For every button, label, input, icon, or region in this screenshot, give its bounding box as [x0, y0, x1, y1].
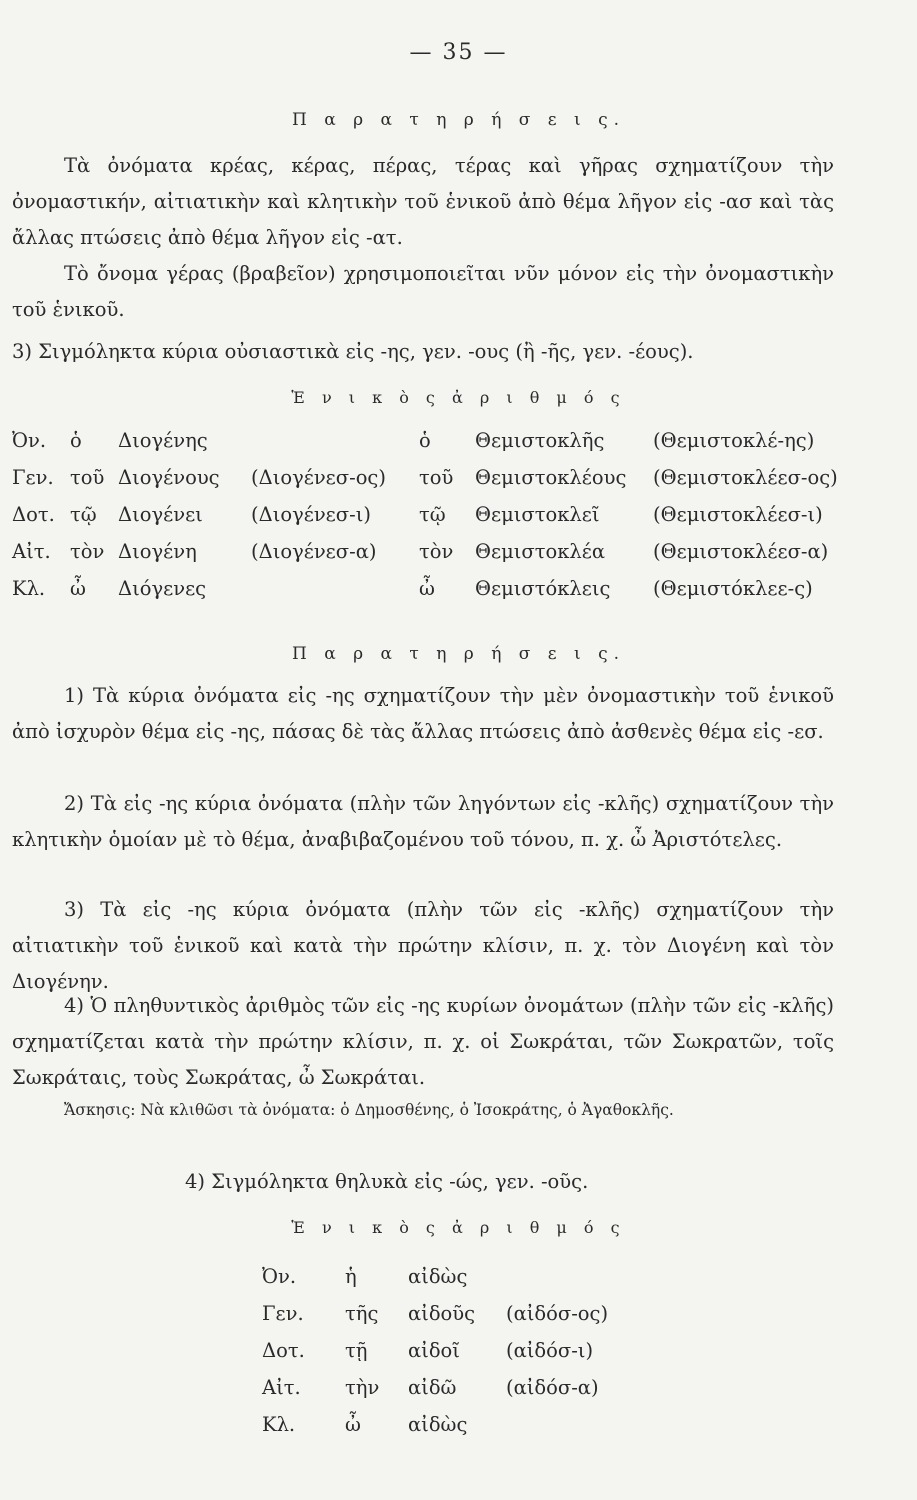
- table-row: [262, 1332, 644, 1369]
- singular-heading-2: Ἑ ν ι κ ὸ ς ἀ ρ ι θ μ ό ς: [291, 1218, 626, 1237]
- table-cell: τοῦ: [70, 466, 105, 489]
- table-cell: αἰδοῦς: [408, 1302, 476, 1325]
- table-cell: Θεμιστοκλέους: [475, 466, 627, 489]
- table-cell: τὸν: [70, 540, 105, 563]
- observation-4: 4) Ὁ πληθυντικὸς ἀριθμὸς τῶν εἰς -ης κυρίων ὀνομάτων (πλὴν τῶν εἰς -κλῆς) σχηματίζεται κατὰ τὴν πρώτην κλίσιν, π. χ. οἱ Σωκράται, τῶν Σωκρατῶν, τοῖς Σωκράταις, τοὺς Σωκράτας, ὦ Σωκράται.: [12, 994, 834, 1089]
- table-cell: αἰδοῖ: [408, 1339, 460, 1362]
- table-cell: Δοτ.: [262, 1339, 305, 1362]
- table-cell: Θεμιστόκλεις: [475, 577, 611, 600]
- observations-heading-2: Π α ρ α τ η ρ ή σ ε ι ς.: [292, 644, 625, 664]
- table-cell: Ὀν.: [12, 429, 47, 452]
- table-cell: Αἰτ.: [12, 540, 51, 563]
- observation-2: 2) Τὰ εἰς -ης κύρια ὀνόματα (πλὴν τῶν ληγόντων εἰς -κλῆς) σχηματίζουν τὴν κλητικὴν ὁμοίαν μὲ τὸ θέμα, ἀναβιβαζομένου τοῦ τόνου, π. χ. ὦ Ἀριστότελες.: [12, 792, 834, 851]
- table-cell: (Θεμιστοκλέ-ης): [653, 429, 815, 452]
- table-cell: [251, 422, 419, 459]
- table-cell: ὁ: [419, 429, 431, 452]
- table-cell: αἰδῶ: [408, 1376, 457, 1399]
- table-cell: τῆς: [345, 1302, 379, 1325]
- table-row: [262, 1295, 644, 1332]
- table-cell: (Διογένεσ-ος): [251, 466, 386, 489]
- table-row: [12, 533, 861, 570]
- table-cell: Θεμιστοκλέα: [475, 540, 606, 563]
- table-cell: ὦ: [345, 1413, 361, 1436]
- table-cell: ὁ: [70, 429, 82, 452]
- table-cell: (Θεμιστοκλέεσ-ι): [653, 503, 823, 526]
- table-cell: Ὀν.: [262, 1265, 297, 1288]
- table-cell: Κλ.: [12, 577, 46, 600]
- table-cell: αἰδὼς: [408, 1265, 468, 1288]
- table-cell: (Θεμιστοκλέεσ-α): [653, 540, 829, 563]
- table-cell: (αἰδόσ-ος): [506, 1302, 609, 1325]
- declension-table-aidos: [262, 1258, 644, 1443]
- page-number: — 35 —: [409, 40, 508, 65]
- declension-table-diogenes: [12, 422, 861, 607]
- table-row: [12, 459, 861, 496]
- table-cell: Γεν.: [262, 1302, 304, 1325]
- table-cell: [506, 1406, 644, 1443]
- table-cell: Θεμιστοκλῆς: [475, 429, 605, 452]
- table-cell: ὦ: [419, 577, 435, 600]
- table-cell: (Διογένεσ-α): [251, 540, 377, 563]
- table-row: [12, 570, 861, 607]
- table-cell: Διογένους: [118, 466, 220, 489]
- table-cell: Κλ.: [262, 1413, 296, 1436]
- table-cell: [506, 1258, 644, 1295]
- table-cell: τοῦ: [419, 466, 454, 489]
- observations-heading: Π α ρ α τ η ρ ή σ ε ι ς.: [292, 110, 625, 130]
- table-cell: τῷ: [419, 503, 446, 526]
- table-cell: Διογένει: [118, 503, 203, 526]
- table-cell: Διόγενες: [118, 577, 207, 600]
- observation-3: 3) Τὰ εἰς -ης κύρια ὀνόματα (πλὴν τῶν εἰς -κλῆς) σχηματίζουν τὴν αἰτιατικὴν τοῦ ἑνικοῦ καὶ κατὰ τὴν πρώτην κλίσιν, π. χ. τὸν Διογένη καὶ τὸν Διογένην.: [12, 898, 834, 993]
- exercise-text: Ἄσκησις: Νὰ κλιθῶσι τὰ ὀνόματα: ὁ Δημοσθένης, ὁ Ἰσοκράτης, ὁ Ἀγαθοκλῆς.: [64, 1101, 674, 1119]
- singular-heading: Ἑ ν ι κ ὸ ς ἀ ρ ι θ μ ό ς: [291, 388, 626, 407]
- table-cell: (αἰδόσ-ι): [506, 1339, 594, 1362]
- table-row: [12, 422, 861, 459]
- section-3-title: 3) Σιγμόληκτα κύρια οὐσιαστικὰ εἰς -ης, γεν. -ους (ἢ -ῆς, γεν. -έους).: [12, 340, 694, 363]
- table-cell: (Θεμιστοκλέεσ-ος): [653, 466, 838, 489]
- table-cell: Διογένη: [118, 540, 197, 563]
- section-4-title: 4) Σιγμόληκτα θηλυκὰ εἰς -ώς, γεν. -οῦς.: [185, 1170, 589, 1193]
- table-cell: τῷ: [70, 503, 97, 526]
- table-cell: Δοτ.: [12, 503, 55, 526]
- table-cell: [251, 570, 419, 607]
- table-row: [262, 1369, 644, 1406]
- table-cell: (Θεμιστόκλεε-ς): [653, 577, 813, 600]
- table-cell: ὦ: [70, 577, 86, 600]
- table-cell: τῇ: [345, 1339, 368, 1362]
- table-row: [262, 1406, 644, 1443]
- paragraph-geras-note: Τὸ ὄνομα γέρας (βραβεῖον) χρησιμοποιεῖται νῦν μόνον εἰς τὴν ὀνομαστικὴν τοῦ ἑνικοῦ.: [12, 262, 834, 321]
- observation-1: 1) Τὰ κύρια ὀνόματα εἰς -ης σχηματίζουν τὴν μὲν ὀνομαστικὴν τοῦ ἑνικοῦ ἀπὸ ἰσχυρὸν θέμα εἰς -ης, πάσας δὲ τὰς ἄλλας πτώσεις ἀπὸ ἀσθενὲς θέμα εἰς -εσ.: [12, 684, 834, 743]
- table-cell: Διογένης: [118, 429, 208, 452]
- table-row: [12, 496, 861, 533]
- table-cell: (αἰδόσ-α): [506, 1376, 599, 1399]
- table-cell: Γεν.: [12, 466, 54, 489]
- table-cell: ἡ: [345, 1265, 357, 1288]
- table-cell: Θεμιστοκλεῖ: [475, 503, 600, 526]
- table-cell: αἰδὼς: [408, 1413, 468, 1436]
- table-cell: Αἰτ.: [262, 1376, 301, 1399]
- table-cell: (Διογένεσ-ι): [251, 503, 371, 526]
- table-cell: τὴν: [345, 1376, 380, 1399]
- table-row: [262, 1258, 644, 1295]
- paragraph-neuter-nouns: Τὰ ὀνόματα κρέας, κέρας, πέρας, τέρας καὶ γῆρας σχηματίζουν τὴν ὀνομαστικήν, αἰτιατικὴν καὶ κλητικὴν τοῦ ἑνικοῦ ἀπὸ θέμα λῆγον εἰς -ασ καὶ τὰς ἄλλας πτώσεις ἀπὸ θέμα λῆγον εἰς -ατ.: [12, 154, 834, 249]
- table-cell: τὸν: [419, 540, 454, 563]
